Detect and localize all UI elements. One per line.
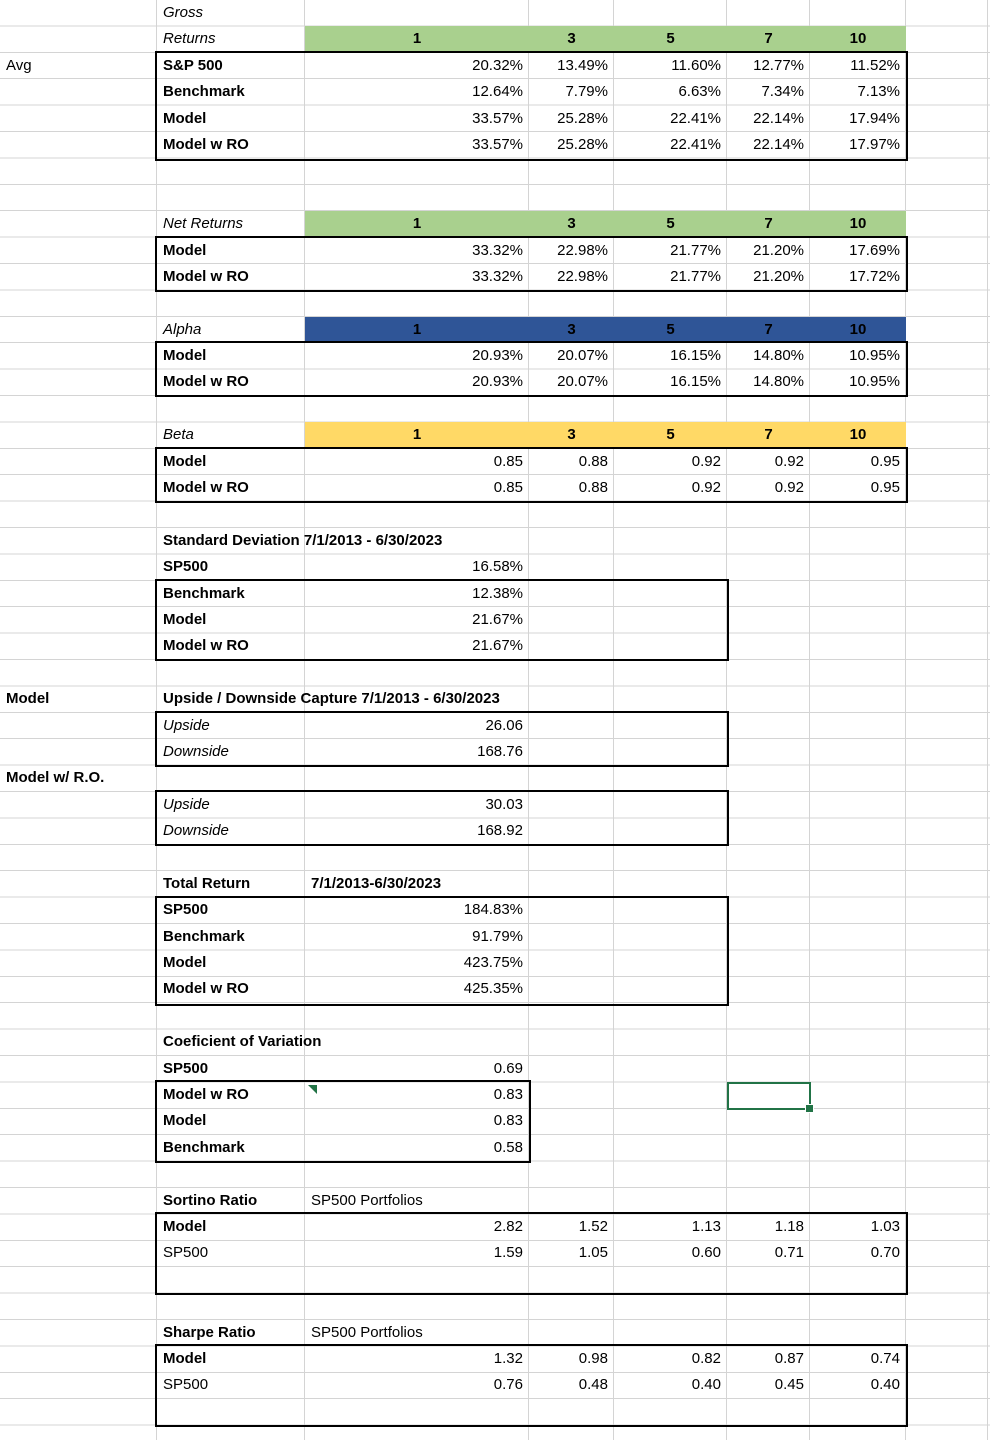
sharpe-value-cell[interactable]: 0.82	[691, 1349, 721, 1367]
stddev-row-label[interactable]: SP500	[163, 558, 209, 576]
sharpe-value-cell[interactable]: 0.74	[870, 1349, 900, 1367]
gross-value-cell[interactable]: 13.49%	[557, 56, 608, 74]
gross-year-header[interactable]: 1	[305, 26, 529, 52]
net-year-header[interactable]: 1	[305, 211, 529, 237]
stddev-row-label[interactable]: Benchmark	[163, 584, 245, 602]
alpha-value-cell[interactable]: 14.80%	[753, 347, 804, 365]
sharpe-row-label[interactable]: Model	[163, 1349, 207, 1367]
net-year-header[interactable]: 7	[727, 211, 810, 237]
net-value-cell[interactable]: 21.77%	[670, 241, 721, 259]
sharpe-value-cell[interactable]: 0.40	[691, 1376, 721, 1394]
cov-value-cell[interactable]: 0.69	[493, 1059, 523, 1077]
sortino-value-cell[interactable]: 1.52	[578, 1217, 608, 1235]
total-value-cell[interactable]: 423.75%	[463, 954, 523, 972]
net-title[interactable]: Net Returns	[163, 215, 244, 233]
net-value-cell[interactable]: 22.98%	[557, 241, 608, 259]
total-value-cell[interactable]: 91.79%	[472, 927, 523, 945]
net-value-cell[interactable]: 21.77%	[670, 267, 721, 285]
selected-cell[interactable]	[727, 1082, 811, 1110]
gross-value-cell[interactable]: 33.57%	[472, 135, 523, 153]
total-row-label[interactable]: Benchmark	[163, 927, 245, 945]
sharpe-value-cell[interactable]: 1.32	[493, 1349, 523, 1367]
sortino-value-cell[interactable]: 0.71	[774, 1244, 804, 1262]
net-year-header[interactable]: 10	[810, 211, 906, 237]
beta-value-cell[interactable]: 0.92	[691, 452, 721, 470]
avg-label[interactable]: Avg	[6, 56, 32, 74]
gross-value-cell[interactable]: 7.79%	[565, 83, 608, 101]
stddev-value-cell[interactable]: 21.67%	[472, 637, 523, 655]
sharpe-value-cell[interactable]: 0.48	[578, 1376, 608, 1394]
stddev-row-label[interactable]: Model w RO	[163, 637, 249, 655]
alpha-value-cell[interactable]: 16.15%	[670, 347, 721, 365]
alpha-row-label[interactable]: Model	[163, 347, 207, 365]
net-value-cell[interactable]: 21.20%	[753, 241, 804, 259]
cov-title[interactable]: Coeficient of Variation	[163, 1033, 322, 1051]
gross-year-header[interactable]: 5	[614, 26, 727, 52]
sortino-value-cell[interactable]: 1.59	[493, 1244, 523, 1262]
sortino-title[interactable]: Sortino Ratio	[163, 1191, 258, 1209]
total-period[interactable]: 7/1/2013-6/30/2023	[311, 874, 442, 892]
beta-year-header[interactable]: 10	[810, 422, 906, 448]
alpha-value-cell[interactable]: 20.07%	[557, 373, 608, 391]
capture-value-cell[interactable]: 168.92	[477, 822, 523, 840]
alpha-year-header[interactable]: 1	[305, 317, 529, 343]
gross-value-cell[interactable]: 33.57%	[472, 109, 523, 127]
capture-row-label[interactable]: Downside	[163, 822, 229, 840]
sharpe-value-cell[interactable]: 0.45	[774, 1376, 804, 1394]
net-value-cell[interactable]: 21.20%	[753, 267, 804, 285]
sortino-value-cell[interactable]: 1.05	[578, 1244, 608, 1262]
beta-value-cell[interactable]: 0.92	[774, 479, 804, 497]
capture-value-cell[interactable]: 168.76	[477, 742, 523, 760]
capture-value-cell[interactable]: 26.06	[485, 716, 523, 734]
cov-value-cell[interactable]: 0.83	[493, 1112, 523, 1130]
net-row-label[interactable]: Model w RO	[163, 267, 249, 285]
beta-value-cell[interactable]: 0.92	[774, 452, 804, 470]
capture-row-label[interactable]: Upside	[163, 795, 210, 813]
stddev-value-cell[interactable]: 16.58%	[472, 558, 523, 576]
beta-title[interactable]: Beta	[163, 426, 194, 444]
alpha-value-cell[interactable]: 14.80%	[753, 373, 804, 391]
beta-year-header[interactable]: 7	[727, 422, 810, 448]
capture-row-label[interactable]: Downside	[163, 742, 229, 760]
alpha-value-cell[interactable]: 20.93%	[472, 347, 523, 365]
sharpe-value-cell[interactable]: 0.76	[493, 1376, 523, 1394]
total-value-cell[interactable]: 184.83%	[463, 901, 523, 919]
alpha-value-cell[interactable]: 16.15%	[670, 373, 721, 391]
beta-value-cell[interactable]: 0.95	[870, 452, 900, 470]
net-year-header[interactable]: 3	[529, 211, 614, 237]
stddev-title[interactable]: Standard Deviation 7/1/2013 - 6/30/2023	[163, 531, 443, 549]
sortino-row-label[interactable]: SP500	[163, 1244, 209, 1262]
sortino-value-cell[interactable]: 1.18	[774, 1217, 804, 1235]
gross-value-cell[interactable]: 22.41%	[670, 109, 721, 127]
capture-model-label[interactable]: Model	[6, 690, 50, 708]
total-value-cell[interactable]: 425.35%	[463, 980, 523, 998]
sortino-value-cell[interactable]: 1.13	[691, 1217, 721, 1235]
sharpe-row-label[interactable]: SP500	[163, 1376, 209, 1394]
gross-value-cell[interactable]: 11.60%	[671, 56, 721, 74]
beta-value-cell[interactable]: 0.85	[493, 452, 523, 470]
alpha-value-cell[interactable]: 10.95%	[849, 347, 900, 365]
v-gridline	[987, 0, 988, 1440]
beta-year-header[interactable]: 5	[614, 422, 727, 448]
sharpe-value-cell[interactable]: 0.98	[578, 1349, 608, 1367]
gross-value-cell[interactable]: 11.52%	[850, 56, 900, 74]
cov-row-label[interactable]: Model w RO	[163, 1086, 249, 1104]
sharpe-title[interactable]: Sharpe Ratio	[163, 1323, 256, 1341]
net-value-cell[interactable]: 17.72%	[849, 267, 900, 285]
beta-value-cell[interactable]: 0.92	[691, 479, 721, 497]
sortino-value-cell[interactable]: 0.70	[870, 1244, 900, 1262]
net-year-header[interactable]: 5	[614, 211, 727, 237]
stddev-value-cell[interactable]: 12.38%	[472, 584, 523, 602]
beta-year-header[interactable]: 1	[305, 422, 529, 448]
gross-row-label[interactable]: Benchmark	[163, 83, 245, 101]
alpha-year-header[interactable]: 5	[614, 317, 727, 343]
cov-value-cell[interactable]: 0.83	[493, 1086, 523, 1104]
net-value-cell[interactable]: 22.98%	[557, 267, 608, 285]
beta-value-cell[interactable]: 0.88	[578, 452, 608, 470]
gross-value-cell[interactable]: 17.94%	[849, 109, 900, 127]
alpha-value-cell[interactable]: 20.07%	[557, 347, 608, 365]
capture-row-label[interactable]: Upside	[163, 716, 210, 734]
gross-value-cell[interactable]: 22.14%	[753, 135, 804, 153]
alpha-value-cell[interactable]: 10.95%	[849, 373, 900, 391]
gross-row-label[interactable]: S&P 500	[163, 56, 223, 74]
gross-value-cell[interactable]: 7.13%	[857, 83, 900, 101]
alpha-title[interactable]: Alpha	[163, 320, 202, 338]
gross-value-cell[interactable]: 22.41%	[670, 135, 721, 153]
net-value-cell[interactable]: 33.32%	[472, 267, 523, 285]
gross-title-line1[interactable]: Gross	[163, 4, 204, 21]
gross-value-cell[interactable]: 25.28%	[557, 135, 608, 153]
sortino-value-cell[interactable]: 1.03	[870, 1217, 900, 1235]
beta-row-label[interactable]: Model w RO	[163, 479, 249, 497]
alpha-year-header[interactable]: 3	[529, 317, 614, 343]
total-title[interactable]: Total Return	[163, 874, 251, 892]
gross-title-line2[interactable]: Returns	[163, 30, 216, 48]
gross-value-cell[interactable]: 12.77%	[753, 56, 804, 74]
sharpe-subtitle[interactable]: SP500 Portfolios	[311, 1323, 423, 1341]
gross-row-label[interactable]: Model	[163, 109, 207, 127]
sortino-row-label[interactable]: Model	[163, 1217, 207, 1235]
capture-model-ro-label[interactable]: Model w/ R.O.	[6, 769, 105, 787]
alpha-year-header[interactable]: 10	[810, 317, 906, 343]
net-row-label[interactable]: Model	[163, 241, 207, 259]
gross-year-header[interactable]: 7	[727, 26, 810, 52]
beta-value-cell[interactable]: 0.88	[578, 479, 608, 497]
sortino-value-cell[interactable]: 2.82	[493, 1217, 523, 1235]
net-value-cell[interactable]: 33.32%	[472, 241, 523, 259]
alpha-value-cell[interactable]: 20.93%	[472, 373, 523, 391]
total-row-label[interactable]: Model w RO	[163, 980, 249, 998]
cov-value-cell[interactable]: 0.58	[493, 1138, 523, 1156]
beta-year-header[interactable]: 3	[529, 422, 614, 448]
gross-value-cell[interactable]: 22.14%	[753, 109, 804, 127]
alpha-year-header[interactable]: 7	[727, 317, 810, 343]
sharpe-value-cell[interactable]: 0.87	[774, 1349, 804, 1367]
beta-row-label[interactable]: Model	[163, 452, 207, 470]
gross-value-cell[interactable]: 20.32%	[472, 56, 523, 74]
gross-year-header[interactable]: 10	[810, 26, 906, 52]
gross-value-cell[interactable]: 7.34%	[761, 83, 804, 101]
sortino-value-cell[interactable]: 0.60	[691, 1244, 721, 1262]
total-row-label[interactable]: SP500	[163, 901, 209, 919]
stddev-value-cell[interactable]: 21.67%	[472, 610, 523, 628]
sortino-subtitle[interactable]: SP500 Portfolios	[311, 1191, 423, 1209]
gross-value-cell[interactable]: 6.63%	[678, 83, 721, 101]
stddev-row-label[interactable]: Model	[163, 610, 207, 628]
cov-row-label[interactable]: Benchmark	[163, 1138, 245, 1156]
total-row-label[interactable]: Model	[163, 954, 207, 972]
gross-value-cell[interactable]: 17.97%	[849, 135, 900, 153]
net-value-cell[interactable]: 17.69%	[849, 241, 900, 259]
cov-row-label[interactable]: SP500	[163, 1059, 209, 1077]
capture-value-cell[interactable]: 30.03	[485, 795, 523, 813]
sharpe-value-cell[interactable]: 0.40	[870, 1376, 900, 1394]
alpha-row-label[interactable]: Model w RO	[163, 373, 249, 391]
error-indicator-icon	[308, 1085, 317, 1094]
cov-row-label[interactable]: Model	[163, 1112, 207, 1130]
gross-row-label[interactable]: Model w RO	[163, 135, 249, 153]
capture-title[interactable]: Upside / Downside Capture 7/1/2013 - 6/30/2023	[163, 690, 500, 708]
gross-year-header[interactable]: 3	[529, 26, 614, 52]
gross-value-cell[interactable]: 25.28%	[557, 109, 608, 127]
beta-value-cell[interactable]: 0.95	[870, 479, 900, 497]
gross-value-cell[interactable]: 12.64%	[472, 83, 523, 101]
fill-handle[interactable]	[805, 1104, 814, 1113]
beta-value-cell[interactable]: 0.85	[493, 479, 523, 497]
